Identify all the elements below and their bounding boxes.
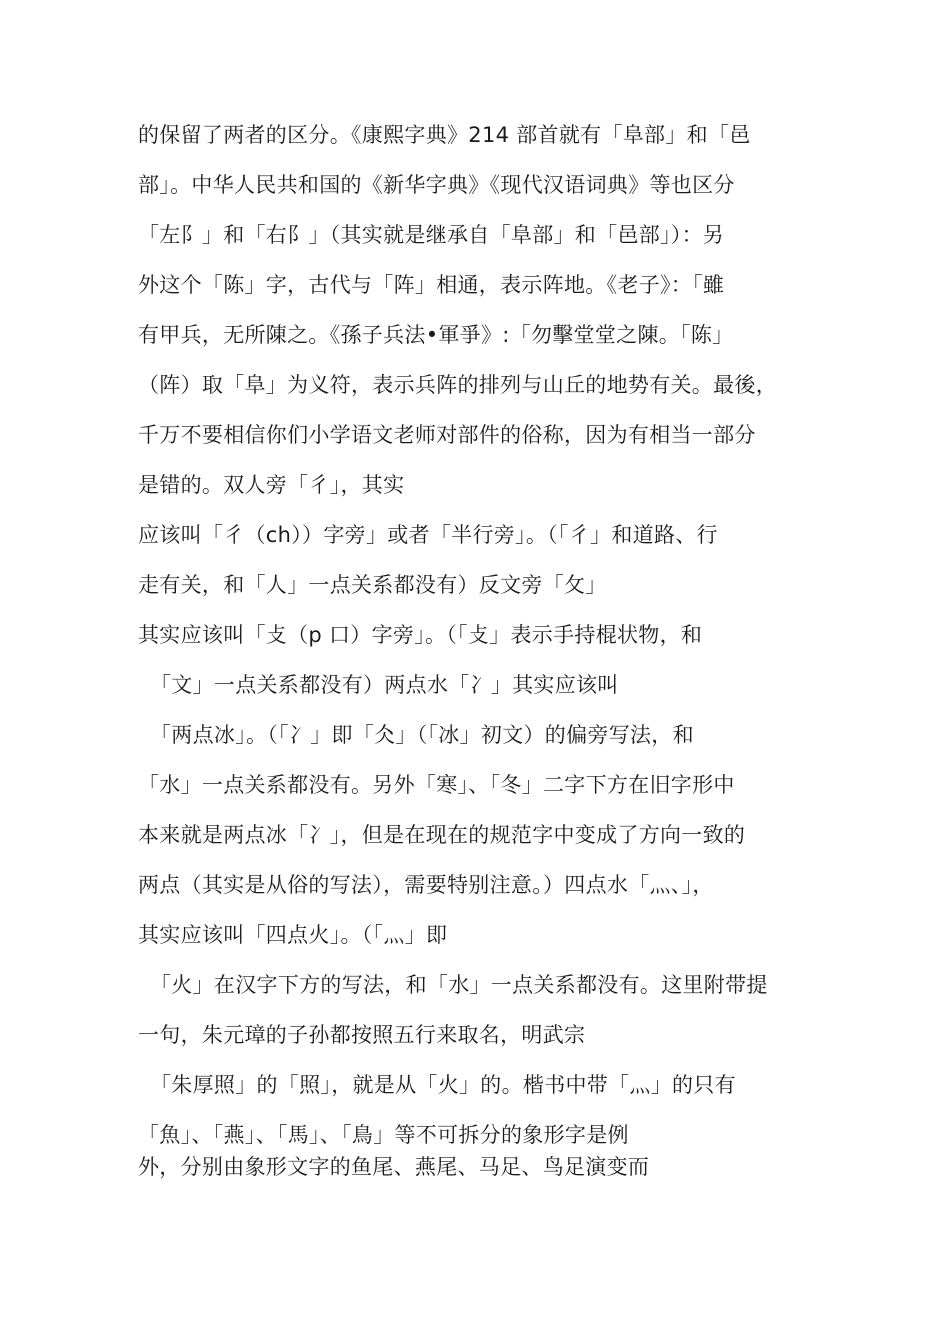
text-line: 「文」一点关系都没有）两点水「冫」其实应该叫 [150,673,619,697]
text-line: 本来就是两点冰「冫」，但是在现在的规范字中变成了方向一致的 [138,823,746,847]
text-line: 有甲兵，无所陳之。《孫子兵法•軍爭》:「勿擊堂堂之陳。「陈」 [138,323,734,347]
text-line: 其实应该叫「攴（p 口）字旁」。（「攴」表示手持棍状物，和 [138,623,703,647]
text-line: 「火」在汉字下方的写法，和「水」一点关系都没有。这里附带提 [150,973,768,997]
text-line: 「左阝」和「右阝」（其实就是继承自「阜部」和「邑部」）：另 [138,223,725,247]
text-line: 两点（其实是从俗的写法），需要特别注意。）四点水「灬、」， [138,873,714,897]
text-line: 千万不要相信你们小学语文老师对部件的俗称，因为有相当一部分 [138,423,756,447]
text-line: 部」。中华人民共和国的《新华字典》《现代汉语词典》等也区分 [138,173,735,197]
text-line: 「水」一点关系都没有。另外「寒」、「冬」二字下方在旧字形中 [138,773,735,797]
text-line: 是错的。双人旁「彳」，其实 [138,473,405,497]
text-line: 「朱厚照」的「照」，就是从「火」的。楷书中带「灬」的只有 [150,1073,736,1097]
text-line: （阵）取「阜」为义符，表示兵阵的排列与山丘的地势有关。最後， [138,373,777,397]
text-line: 的保留了两者的区分。《康熙字典》214 部首就有「阜部」和「邑 [138,123,751,147]
text-line: 应该叫「彳（ch））字旁」或者「半行旁」。（「彳」和道路、行 [138,523,718,547]
text-line: 「两点冰」。（「冫」即「仌」（「冰」初文）的偏旁写法，和 [150,723,694,747]
text-line: 走有关，和「人」一点关系都没有）反文旁「攵」 [138,573,607,597]
text-line: 外这个「陈」字，古代与「阵」相通，表示阵地。《老子》：「雖 [138,273,725,297]
text-line: 「魚」、「燕」、「馬」、「鳥」等不可拆分的象形字是例 [138,1123,629,1147]
text-line: 一句，朱元璋的子孙都按照五行来取名，明武宗 [138,1023,586,1047]
text-line: 其实应该叫「四点火」。（「灬」即 [138,923,448,947]
text-line: 外，分别由象形文字的鱼尾、燕尾、马足、鸟足演变而 [138,1155,650,1179]
